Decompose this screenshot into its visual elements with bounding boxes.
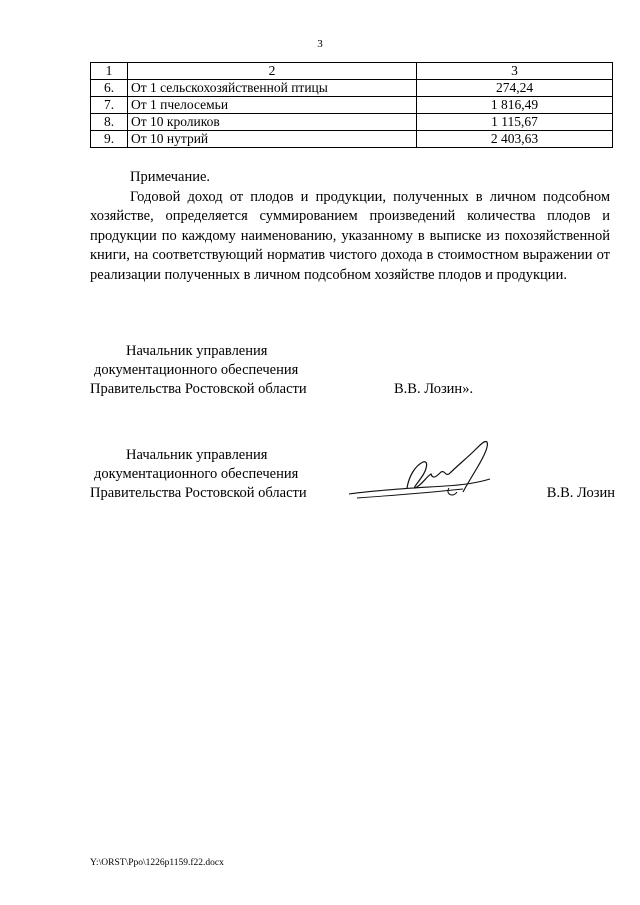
note-title: Примечание. <box>130 169 211 185</box>
signer-position-line3: Правительства Ростовской области <box>90 485 307 501</box>
income-norm-table <box>90 62 613 148</box>
note-section <box>90 168 610 285</box>
signer-position-line2: документационного обеспечения <box>94 362 299 378</box>
table-row <box>91 80 613 97</box>
table-row <box>91 131 613 148</box>
row-number: 9. <box>91 131 128 148</box>
row-number: 8. <box>91 114 128 131</box>
signer-name: В.В. Лозин <box>546 485 615 501</box>
row-number: 6. <box>91 80 128 97</box>
row-number: 7. <box>91 97 128 114</box>
row-name: От 1 пчелосемьи <box>128 97 417 114</box>
signer-position-line2: документационного обеспечения <box>94 466 299 482</box>
signature-block-1 <box>90 342 615 399</box>
table-header-cell: 2 <box>128 63 417 80</box>
file-path-footer: Y:\ORST\Ppo\1226p1159.f22.docx <box>90 858 224 868</box>
signer-position-line1: Начальник управления <box>126 447 268 463</box>
signer-position-line1: Начальник управления <box>126 343 268 359</box>
table-row <box>91 114 613 131</box>
signature-block-2 <box>90 446 615 503</box>
table-header-cell: 3 <box>417 63 613 80</box>
row-value: 1 816,49 <box>417 97 613 114</box>
table-header-cell: 1 <box>91 63 128 80</box>
row-name: От 10 нутрий <box>128 131 417 148</box>
row-name: От 10 кроликов <box>128 114 417 131</box>
note-body: Годовой доход от плодов и продукции, полученных в личном подсобном хозяйстве, определяется суммированием произведений количества плодов и продукции по каждому наименованию, указанному в выписке из похозяйственной книги, на соответствующий норматив чистого дохода в стоимостном выражении от реализации полученных в личном подсобном хозяйстве плодов и продукции. <box>90 188 610 283</box>
row-value: 2 403,63 <box>417 131 613 148</box>
row-name: От 1 сельскохозяйственной птицы <box>128 80 417 97</box>
row-value: 1 115,67 <box>417 114 613 131</box>
signer-name: В.В. Лозин». <box>394 381 474 397</box>
table-row <box>91 97 613 114</box>
signer-position-line3: Правительства Ростовской области <box>90 381 307 397</box>
page-number: 3 <box>317 38 323 50</box>
row-value: 274,24 <box>417 80 613 97</box>
table-header-row <box>91 63 613 80</box>
